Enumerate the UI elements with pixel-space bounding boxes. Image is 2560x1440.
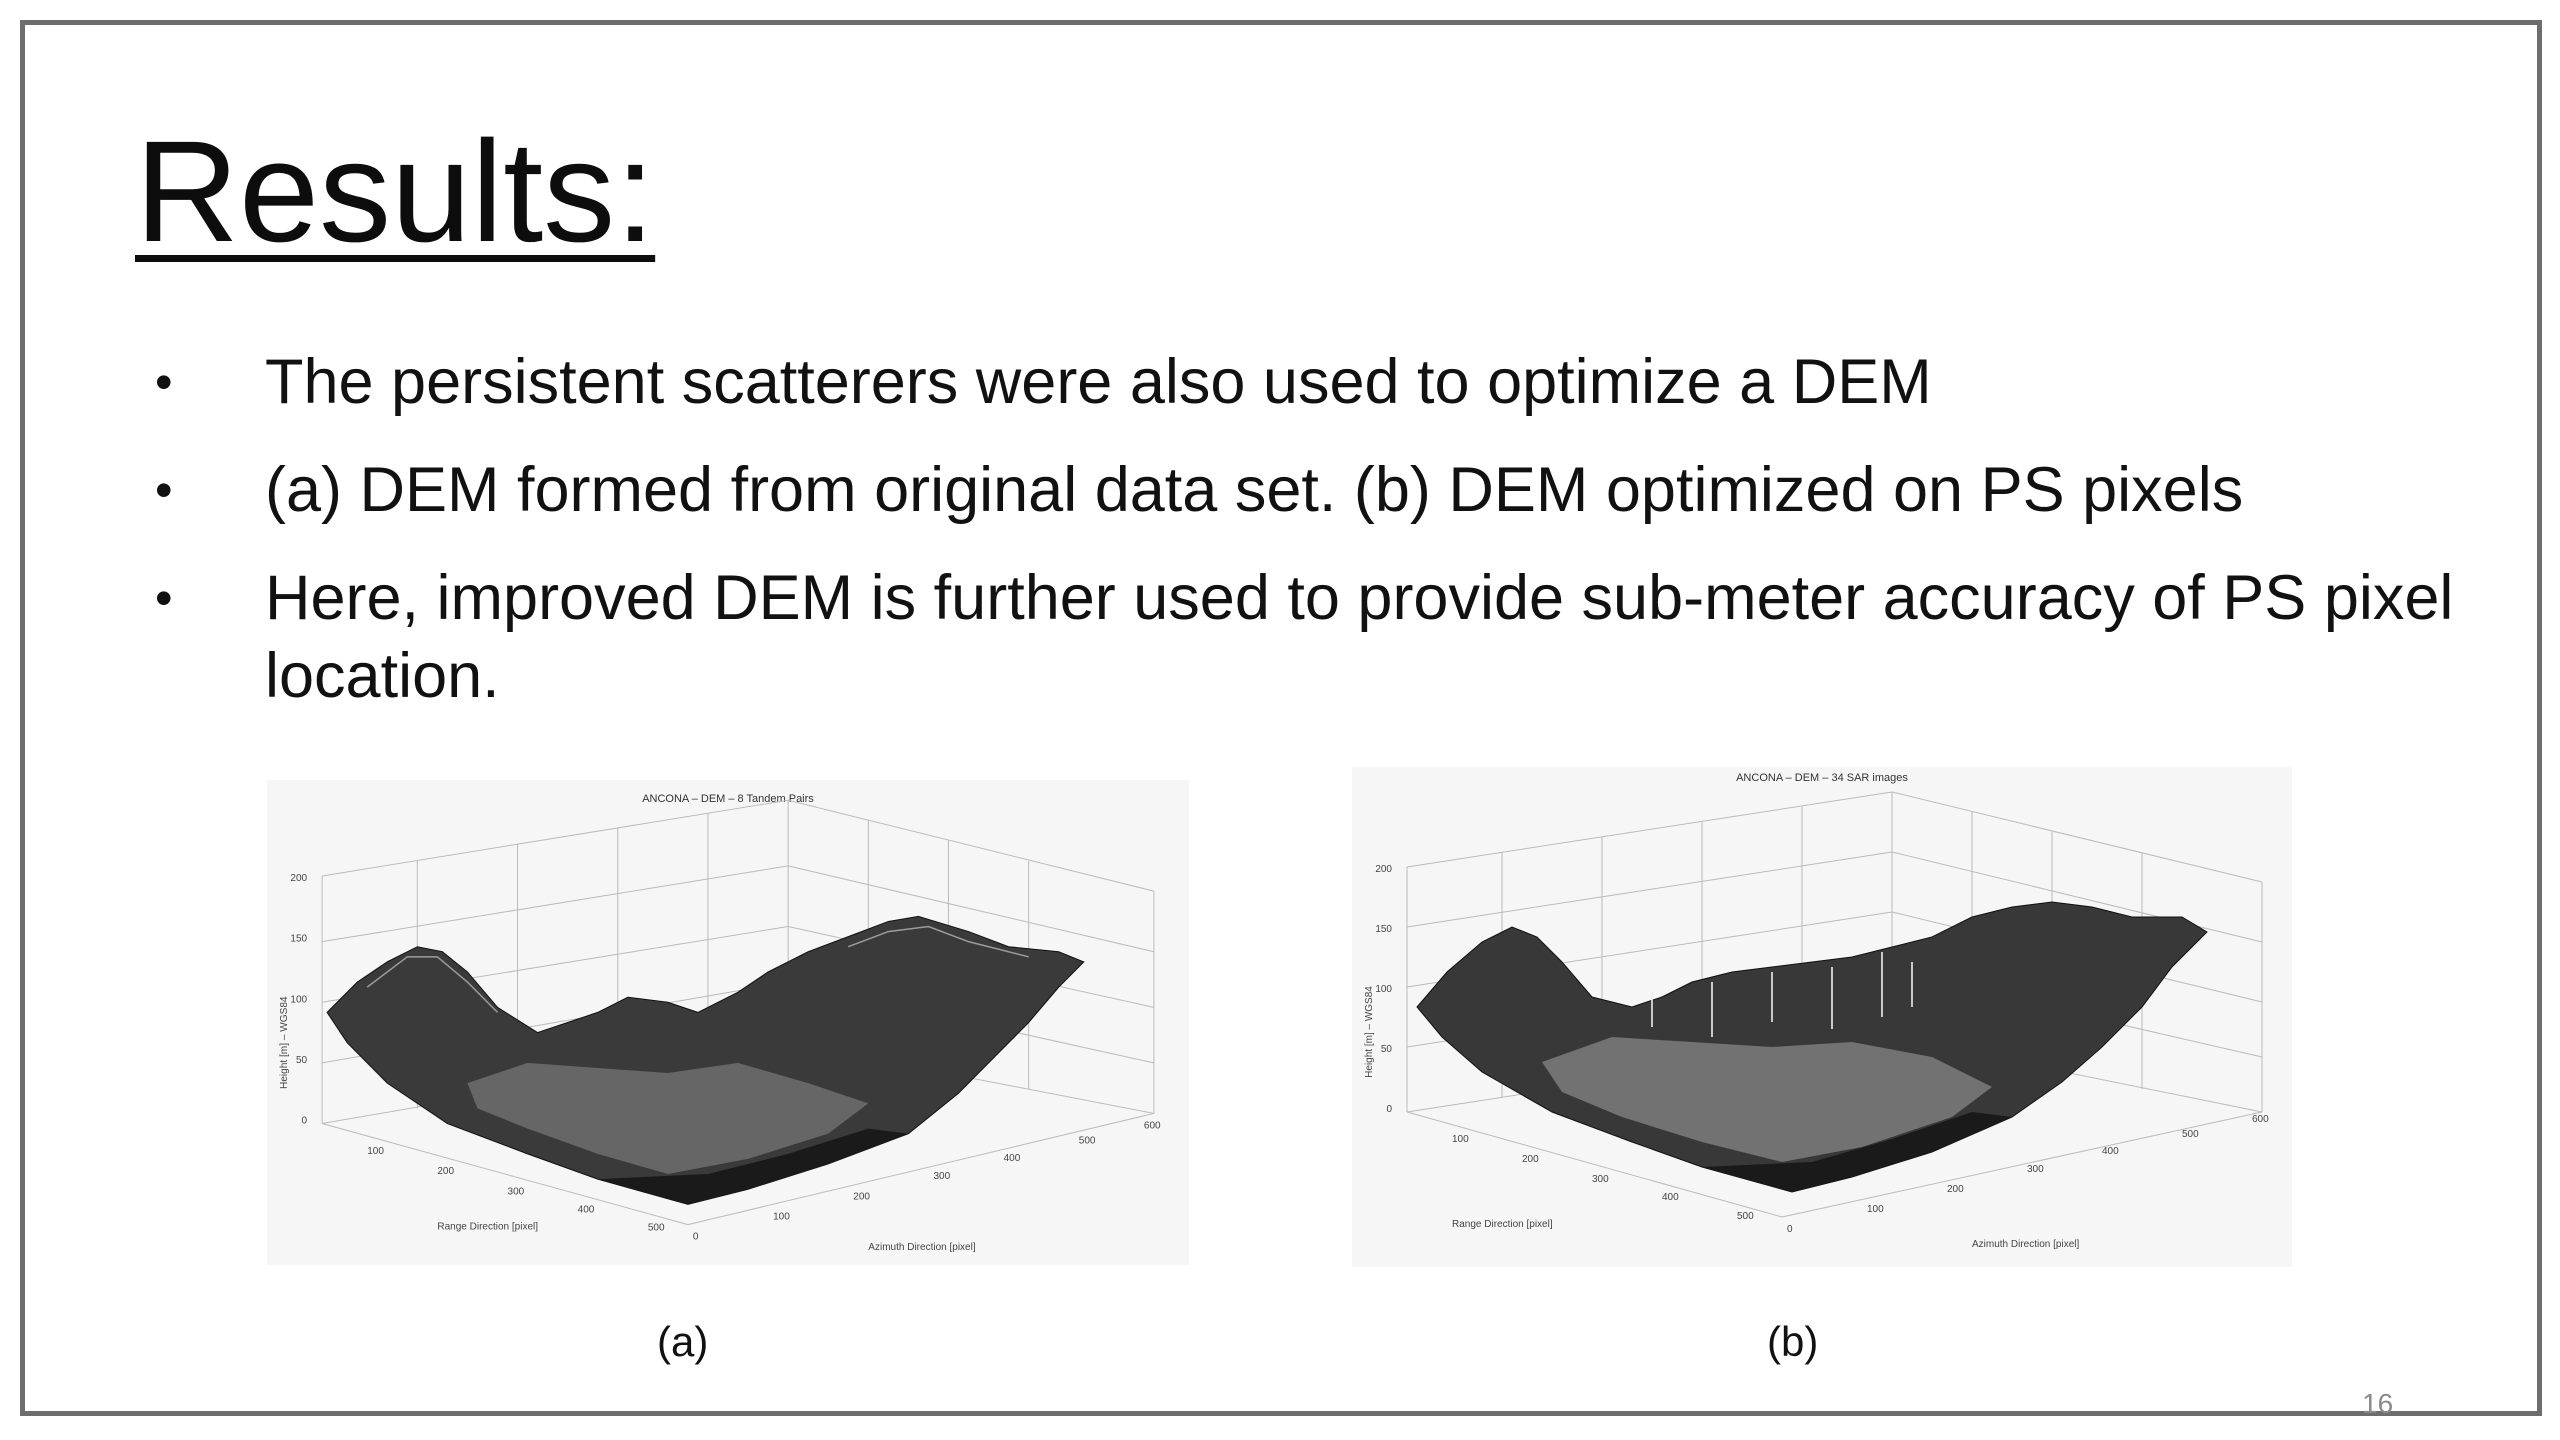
z-tick-label: 100 [1375,984,1392,995]
x-tick-label: 200 [1522,1154,1539,1165]
dem-surface-plot-b [1352,767,2292,1267]
bullet-text: The persistent scatterers were also used to optimize a DEM [265,347,1932,417]
dem-figure-b [1352,767,2292,1267]
bullet-icon: • [155,570,173,626]
bullet-icon: • [155,354,173,410]
bullet-icon: • [155,462,173,518]
x-tick-label: 400 [1662,1192,1679,1203]
y-tick-label: 600 [1143,1120,1161,1132]
z-axis-ticks [1375,864,1392,1115]
y-tick-label: 600 [2252,1114,2269,1125]
bullet-item [155,451,2455,529]
z-tick-label: 0 [301,1115,308,1127]
y-tick-label: 100 [1867,1204,1884,1215]
slide [20,20,2542,1419]
x-axis-label: Range Direction [pixel] [437,1221,539,1233]
y-tick-label: 300 [933,1171,951,1183]
y-tick-label: 0 [1787,1224,1793,1235]
bullet-list [155,343,2455,745]
y-tick-label: 200 [853,1191,870,1203]
y-tick-label: 200 [1947,1184,1964,1195]
z-axis-ticks [290,873,307,1127]
y-tick-label: 400 [2102,1146,2119,1157]
plot-title: ANCONA – DEM – 34 SAR images [1736,772,1908,784]
x-tick-label: 500 [647,1222,665,1234]
z-tick-label: 200 [1375,864,1392,875]
z-tick-label: 200 [290,873,308,885]
z-tick-label: 150 [1375,924,1392,935]
y-axis-label: Azimuth Direction [pixel] [1972,1239,2080,1250]
z-tick-label: 100 [290,994,308,1006]
plot-title: ANCONA – DEM – 8 Tandem Pairs [642,793,814,806]
dem-surface-plot-a [267,780,1189,1265]
y-axis-label: Azimuth Direction [pixel] [868,1241,976,1253]
y-tick-label: 500 [2182,1129,2199,1140]
z-tick-label: 50 [295,1054,308,1066]
z-axis-label: Height [m] – WGS84 [1364,986,1375,1078]
x-axis-label: Range Direction [pixel] [1452,1219,1553,1230]
y-tick-label: 0 [692,1231,699,1243]
bullet-item [155,559,2455,715]
z-tick-label: 150 [290,933,308,945]
dem-figure-a [267,780,1189,1265]
bullet-item [155,343,2455,421]
y-tick-label: 300 [2027,1164,2044,1175]
y-tick-label: 500 [1078,1135,1096,1147]
z-tick-label: 0 [1386,1104,1392,1115]
slide-title: Results: [135,111,656,272]
x-tick-label: 100 [367,1145,384,1157]
z-axis-label: Height [m] – WGS84 [279,996,291,1089]
bullet-text: Here, improved DEM is further used to provide sub-meter accuracy of PS pixel location. [265,563,2454,711]
x-tick-label: 300 [1592,1174,1609,1185]
x-tick-label: 500 [1737,1211,1754,1222]
x-tick-label: 100 [1452,1134,1469,1145]
z-tick-label: 50 [1380,1044,1392,1055]
y-tick-label: 100 [773,1211,790,1223]
figure-caption-a: (a) [657,1318,709,1365]
figure-caption-b: (b) [1767,1318,1819,1365]
x-tick-label: 400 [577,1204,595,1216]
page-number: 16 [2362,1388,2394,1419]
x-tick-label: 300 [507,1186,525,1198]
y-tick-label: 400 [1003,1152,1021,1164]
x-tick-label: 200 [437,1166,455,1178]
bullet-text: (a) DEM formed from original data set. (b) DEM optimized on PS pixels [265,455,2244,525]
